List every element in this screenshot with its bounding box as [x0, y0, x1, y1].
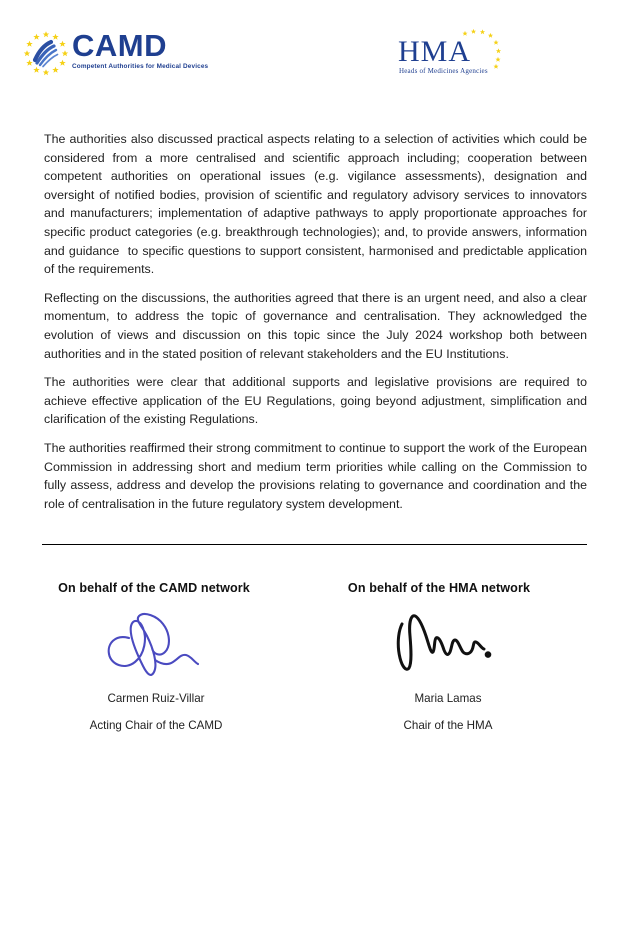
body-paragraph: The authorities were clear that additional supports and legislative provisions are required to achieve effective application of the EU Regulations, going beyond adjustment, simplification and clarification of the existing Regulations.	[44, 375, 591, 427]
eu-stars-circle-icon	[22, 30, 70, 78]
signature-name-hma: Maria Lamas	[414, 692, 482, 705]
camd-name-text: CAMD	[72, 28, 167, 63]
body-paragraph: Reflecting on the discussions, the authorities agreed that there is an urgent need, and also a clear momentum, to address the topic of governance and centralisation. They acknowledged the evolution of views and discussion on this topic since the July 2024 workshop both between authorities and in the stated position of relevant stakeholders and the EU Institutions.	[44, 290, 591, 361]
handwritten-signature-black-icon	[314, 596, 564, 691]
signature-heading-hma: On behalf of the HMA network	[347, 581, 531, 595]
section-divider	[42, 544, 587, 545]
signature-heading-camd: On behalf of the CAMD network	[58, 581, 250, 595]
signature-block-camd	[29, 580, 279, 734]
document-body	[44, 130, 591, 513]
document-header	[0, 0, 643, 110]
signature-title-camd: Acting Chair of the CAMD	[89, 719, 223, 732]
camd-subtitle-text: Competent Authorities for Medical Devices	[72, 63, 209, 70]
handwritten-signature-blue-icon	[29, 596, 279, 691]
signature-section	[0, 580, 643, 760]
camd-wordmark	[72, 30, 222, 71]
signature-name-camd: Carmen Ruiz-Villar	[107, 692, 205, 705]
body-paragraph: The authorities reaffirmed their strong commitment to continue to support the work of the European Commission in addressing short and medium term priorities while calling on the Commission to fully assess, address and develop the provisions relating to governance and coordination and the role of centralisation in the future regulatory system development.	[44, 440, 591, 511]
camd-logo	[22, 28, 222, 80]
signature-block-hma	[314, 580, 564, 734]
signature-title-hma: Chair of the HMA	[403, 719, 493, 732]
hma-logo	[398, 28, 518, 80]
body-paragraph: The authorities also discussed practical aspects relating to a selection of activities which could be considered from a more centralised and scientific approach including; cooperation between competent authorities on operational issues (e.g. vigilance assessments), designation and oversight of notified bodies, provision of scientific and regulatory advisory services to innovators and manufacturers; implementation of adaptive pathways to apply proportionate approaches for specific product categories (e.g. breakthrough technologies); and, to provide answers, information and guidance to specific questions to support consistent, harmonised and predictable application of the requirements.	[44, 132, 591, 277]
hma-subtitle-text: Heads of Medicines Agencies	[399, 67, 488, 75]
hma-name-text: HMA	[398, 35, 472, 68]
